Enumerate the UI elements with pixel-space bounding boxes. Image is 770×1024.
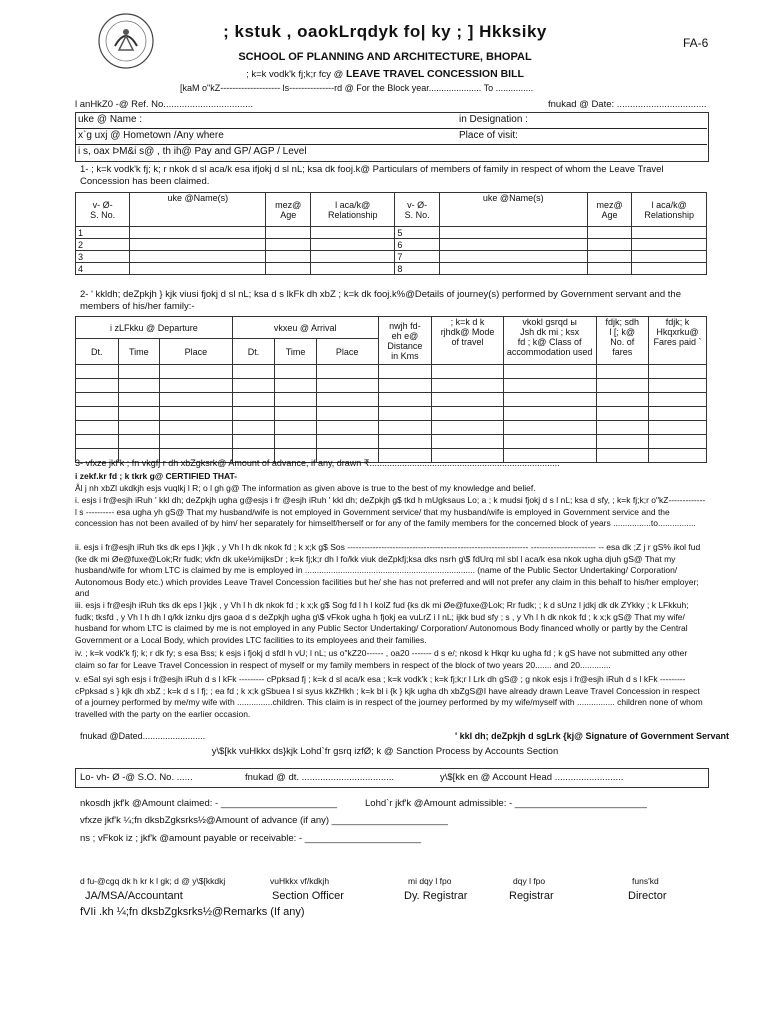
hometown-field[interactable]: x`g uxj @ Hometown /Any where xyxy=(78,130,224,141)
member-name-cell[interactable] xyxy=(439,263,587,275)
row-number: 2 xyxy=(76,239,130,251)
certify-intro: Ål j nh xbZl ukdkjh esjs vuqlkj l R; o l gh g@ The information as given above is true to the best of my knowledge and belief. xyxy=(75,483,536,493)
hindi-title: ; kstuk , oaokLrqdyk fo| ky ; ] Hkksiky xyxy=(223,22,547,41)
ref-no-field[interactable]: l anHkZ0 -@ Ref. No.................................. xyxy=(75,99,254,110)
signatory-en-registrar: Registrar xyxy=(509,890,554,902)
signatory-en-accountant: JA/MSA/Accountant xyxy=(85,890,183,902)
member-name-cell[interactable] xyxy=(439,251,587,263)
signatory-hi-director: funs'kd xyxy=(632,876,659,886)
mode-l3: of travel xyxy=(451,337,484,347)
member-age-cell[interactable] xyxy=(587,239,632,251)
dep-place-header: Place xyxy=(160,339,233,365)
distance-l2: eh e@ xyxy=(391,330,419,341)
table-row[interactable] xyxy=(76,435,707,449)
member-age-cell[interactable] xyxy=(266,239,311,251)
sno-header-en: S. No. xyxy=(90,209,116,220)
signatory-en-director: Director xyxy=(628,890,667,902)
age-header-hi-2: mez@ xyxy=(596,199,623,210)
signatory-hi-accountant: d fu-@cgq dk h kr k l gk; d @ y\$[kkdkj xyxy=(80,876,226,886)
member-name-cell[interactable] xyxy=(439,239,587,251)
certify-clause-iv: iv. ; k=k vodk'k fj; k; r dk fy; s esa Bss; k esjs i fjokj d sfdl h vU; l nL; us o"kZ20------ , oa20 ------- d s e/; nkosd k Hkqr ku ugha fd ; k gS have not submitted any other claim so far for Leave Travel Concession in respect of myself or my family members in respect of the block of two years 20....... and 20............. xyxy=(75,648,688,670)
certify-clause-i: i. esjs i fr@esjh iRuh ' kkl dh; deZpkjh ugha g@esjs i fr @esjh iRuh ' kkl dh; deZpkjh g$ tkd h mUgksaus Lo; a ; k mudsi fjokj d s l nL; ksa d sfy, ; k=k fj;k;r o"kZ------------- l s ---------- esa ugha yh gS@ That my husband/wife is not employed in Government service/ that my husband/wife is employed in Government service and the concession has not been availed of by him/ her separately for himself/herself or for any of the family members for the concerned block of years ................to................ xyxy=(75,495,706,528)
class-l4: accommodation used xyxy=(506,347,593,357)
class-l3: fd ; k@ Class of xyxy=(517,337,582,347)
member-rel-cell[interactable] xyxy=(632,251,707,263)
member-rel-cell[interactable] xyxy=(632,263,707,275)
dep-dt-header: Dt. xyxy=(76,339,119,365)
name-field[interactable]: uke @ Name : xyxy=(78,114,143,125)
rel-header-hi-2: l aca/k@ xyxy=(651,199,687,210)
rel-header-en: Relationship xyxy=(327,209,378,220)
mode-l2: rjhdk@ Mode xyxy=(440,327,495,337)
departure-header: i zLFkku @ Departure xyxy=(76,317,233,339)
member-age-cell[interactable] xyxy=(587,263,632,275)
account-head-field[interactable]: y\$[kk en @ Account Head .......................... xyxy=(440,772,624,783)
remarks-field[interactable]: fVIi .kh ¼;fn dksbZgksrks½@Remarks (If any) xyxy=(80,906,305,918)
sno-header-hi: v- Ø- xyxy=(92,199,113,210)
distance-header xyxy=(378,317,432,365)
bill-title-hindi: ; k=k vodk'k fj;k;r fcy @ xyxy=(246,69,346,80)
family-members-table xyxy=(75,192,707,275)
class-l2: Jsh dk mi ; ksx xyxy=(520,327,580,337)
table-row[interactable] xyxy=(76,365,707,379)
bill-title-english: LEAVE TRAVEL CONCESSION BILL xyxy=(345,68,524,80)
certify-clause-v: v. eSal syi sgh esjs i fr@esjh iRuh d s l kFk --------- cPpksad fj ; k=k d sl aca/k esa ; k=k vodk'k ; k=k fj;k;r l Lrk dh gS@ ; g nkok esjs i fr@esjh iRuh d s l kFk --------- cPpksad s } kjk dh xbZ ; k=k d s l fj; ; ea fd ; k x;k gSbuea l si syus kkZHkh ; k=k bl i {k } kjk ugha dh xbZgS@I have already drawn Leave Travel Concession in respect of a journey performed by me/my wife with ...............children. This claim is in respect of the journey performed by my wife/myself with ................ children none of whom travelled with the party on the earlier occasion. xyxy=(75,674,703,719)
member-rel-cell[interactable] xyxy=(311,239,395,251)
table-row[interactable] xyxy=(76,407,707,421)
mode-l1: ; k=k d k xyxy=(450,317,485,327)
member-name-cell[interactable] xyxy=(439,227,587,239)
date-field[interactable]: fnukad @ Date: .................................. xyxy=(548,99,707,110)
age-header-en: Age xyxy=(280,209,297,220)
member-name-cell[interactable] xyxy=(130,239,266,251)
member-rel-cell[interactable] xyxy=(311,251,395,263)
row-number: 8 xyxy=(395,263,439,275)
arr-time-header: Time xyxy=(275,339,316,365)
table-row xyxy=(76,227,707,239)
member-age-cell[interactable] xyxy=(587,227,632,239)
row-number: 3 xyxy=(76,251,130,263)
section1-title: 1- ; k=k vodk'k fj; k; r nkok d sl aca/k esa ifjokj d sl nL; ksa dk fooj.k@ Particulars of members of family in respect of whom the Leave Travel Concession has been claimed. xyxy=(80,164,664,187)
distance-l4: in Kms xyxy=(391,350,419,361)
designation-field[interactable]: in Designation : xyxy=(459,114,528,125)
name-header-2: uke @Name(s) xyxy=(439,193,587,227)
rel-header-hi: l aca/k@ xyxy=(335,199,371,210)
certified-heading: i zekf.kr fd ; k tkrk g@ CERTIFIED THAT- xyxy=(75,471,238,481)
table-row[interactable] xyxy=(76,393,707,407)
sno-header-hi-2: v- Ø- xyxy=(407,199,428,210)
fares-paid-l2: Hkqxrku@ xyxy=(656,327,699,337)
fares-paid-l1: fdjk; k xyxy=(665,317,690,327)
bill-title xyxy=(0,68,770,80)
table-row[interactable] xyxy=(76,379,707,393)
class-header xyxy=(503,317,596,365)
rel-header-en-2: Relationship xyxy=(644,209,694,220)
row-number: 4 xyxy=(76,263,130,275)
pay-level-field[interactable]: i s, oax ÞM&i s@ , th ih@ Pay and GP/ AGP / Level xyxy=(78,146,307,157)
form-code: FA-6 xyxy=(683,36,709,50)
table-row xyxy=(76,263,707,275)
row-number: 6 xyxy=(395,239,439,251)
table-row[interactable] xyxy=(76,421,707,435)
member-age-cell[interactable] xyxy=(266,227,311,239)
arr-place-header: Place xyxy=(316,339,378,365)
fares-paid-header xyxy=(648,317,706,365)
member-rel-cell[interactable] xyxy=(632,227,707,239)
certify-clause-iii: iii. esjs i fr@esjh iRuh tks dk eps l }kjk , y Vh l h dk nkok fd ; k x;k g$ Sog fd l h l kolZ fud {ks dk mi Øe@fuxe@Lok; Rr fudk; ; k d sUnz l jdkj dk dk ZYkky ; k LFkkuh; fudk; tksfd , y Vh l h dh l q/kk iznku djrs gaoa d s deZpkjh ugha g\$ vFkok ugha h fjokj ea vuLrZ i l nL; ijkk bud sfy ; s , y Vh l h dk nkok fd ; k x;k gS@ That my wife/ husband for whom LTC is claimed by me is not employed in any Public Sector Undertaking/ Corporation/ Autonomous Body financed wholly or partly by the Central Government or a Local Body, which provides LTC facilities to its employees and their families. xyxy=(75,600,689,645)
amount-claimed-field[interactable]: nkosdh jkf'k @Amount claimed: - ______________________ xyxy=(80,798,338,809)
member-rel-cell[interactable] xyxy=(311,227,395,239)
member-rel-cell[interactable] xyxy=(311,263,395,275)
class-l1: vkokl gsrqd ы xyxy=(522,317,577,327)
arrival-header: vkxeu @ Arrival xyxy=(232,317,378,339)
member-age-cell[interactable] xyxy=(266,251,311,263)
section2-title: 2- ' kkldh; deZpkjh } kjk viusi fjokj d sl nL; ksa d s lkFk dh xbZ ; k=k dk fooj.k%@Details of journey(s) performed by Government servant and the members of his/her family:- xyxy=(80,289,681,312)
advance-line: 3- vfxze jkf'k ; fn vkgfj r dh xbZgksrk@ Amount of advance, if any, drawn ₹............................................................................ xyxy=(75,458,560,468)
place-of-visit-field[interactable]: Place of visit: xyxy=(459,130,518,141)
block-year-line: [kaM o"kZ-------------------- ls---------------rd @ For the Block year..................... To ............... xyxy=(180,83,534,93)
servant-signature-label: ' kkl dh; deZpkjh d sgLrk {kj@ Signature of Government Servant xyxy=(455,731,729,741)
amount-admissible-field[interactable]: Lohd`r jkf'k @Amount admissible: - _________________________ xyxy=(365,798,647,809)
sanction-title: y\$[kk vuHkkx ds}kjk Lohd`fr gsrq izfØ; k @ Sanction Process by Accounts Section xyxy=(211,746,559,757)
fares-paid-l3: Fares paid ` xyxy=(653,337,702,347)
fares-l2: l [; k@ xyxy=(609,327,636,337)
member-age-cell[interactable] xyxy=(587,251,632,263)
member-name-cell[interactable] xyxy=(130,251,266,263)
journey-table xyxy=(75,316,707,463)
amount-payable-field[interactable]: ns ; vFkok iz ; jkf'k @amount payable or receivable: - ______________________ xyxy=(80,833,422,844)
name-header: uke @Name(s) xyxy=(130,193,266,227)
dated-field[interactable]: fnukad @Dated......................... xyxy=(80,731,206,741)
table-row xyxy=(76,239,707,251)
so-number-field[interactable]: Lo- vh- Ø -@ S.O. No. ...... xyxy=(80,772,193,783)
member-name-cell[interactable] xyxy=(130,227,266,239)
member-rel-cell[interactable] xyxy=(632,239,707,251)
sanction-date-field[interactable]: fnukad @ dt. ................................... xyxy=(245,772,395,783)
mode-header xyxy=(432,317,503,365)
advance-amount-field[interactable]: vfxze jkf'k ¼;fn dksbZgksrks½@Amount of advance (if any) ______________________ xyxy=(80,815,448,826)
arr-dt-header: Dt. xyxy=(232,339,275,365)
signatory-hi-registrar: dqy l fpo xyxy=(513,876,546,886)
sno-header-en-2: S. No. xyxy=(404,209,430,220)
distance-l1: nwjh fd- xyxy=(389,320,421,331)
fares-l4: fares xyxy=(612,347,633,357)
institute-name: SCHOOL OF PLANNING AND ARCHITECTURE, BHOPAL xyxy=(238,51,532,63)
signatory-en-section-officer: Section Officer xyxy=(272,890,344,902)
signatory-hi-dy-registrar: mi dqy l fpo xyxy=(408,876,452,886)
table-row xyxy=(76,251,707,263)
signatory-hi-section-officer: vuHkkx vf/kdkjh xyxy=(270,876,330,886)
dep-time-header: Time xyxy=(118,339,159,365)
certify-clause-ii: ii. esjs i fr@esjh iRuh tks dk eps l }kjk , y Vh l h dk nkok fd ; k x;k g$ Sos ---------------------------------------------------------------- ----------------------- -- esa dk ;Z j r gS% ikol fud (ke dk mi Øe@fuxe@Lok;Rr fudk; vkfn dk uke½mijksDr ; k=k fj;k;r dh l fo/kk viuk deZpkfj;ksa dks nsrh g\$ fdUrq ml sbl l aca/k esa nkok ugha djuh gS@ That my husband/wife for whom LTC is claimed by me is employed in ........................................................................ (name of the Public Sector Undertaking/ Corporation/ Autonomous Body etc.) which provides Leave Travel Concession facilities but he/ she has not preferred and will not prefer any claim in this behalf to his/her employer; and xyxy=(75,542,701,598)
distance-l3: Distance xyxy=(387,340,423,351)
row-number: 1 xyxy=(76,227,130,239)
age-header-en-2: Age xyxy=(601,209,618,220)
fares-l1: fdjk; sdh xyxy=(605,317,639,327)
fares-count-header xyxy=(596,317,648,365)
signatory-en-dy-registrar: Dy. Registrar xyxy=(404,890,468,902)
age-header-hi: mez@ xyxy=(275,199,302,210)
fares-l3: No. of xyxy=(610,337,635,347)
row-number: 5 xyxy=(395,227,439,239)
row-number: 7 xyxy=(395,251,439,263)
member-age-cell[interactable] xyxy=(266,263,311,275)
member-name-cell[interactable] xyxy=(130,263,266,275)
